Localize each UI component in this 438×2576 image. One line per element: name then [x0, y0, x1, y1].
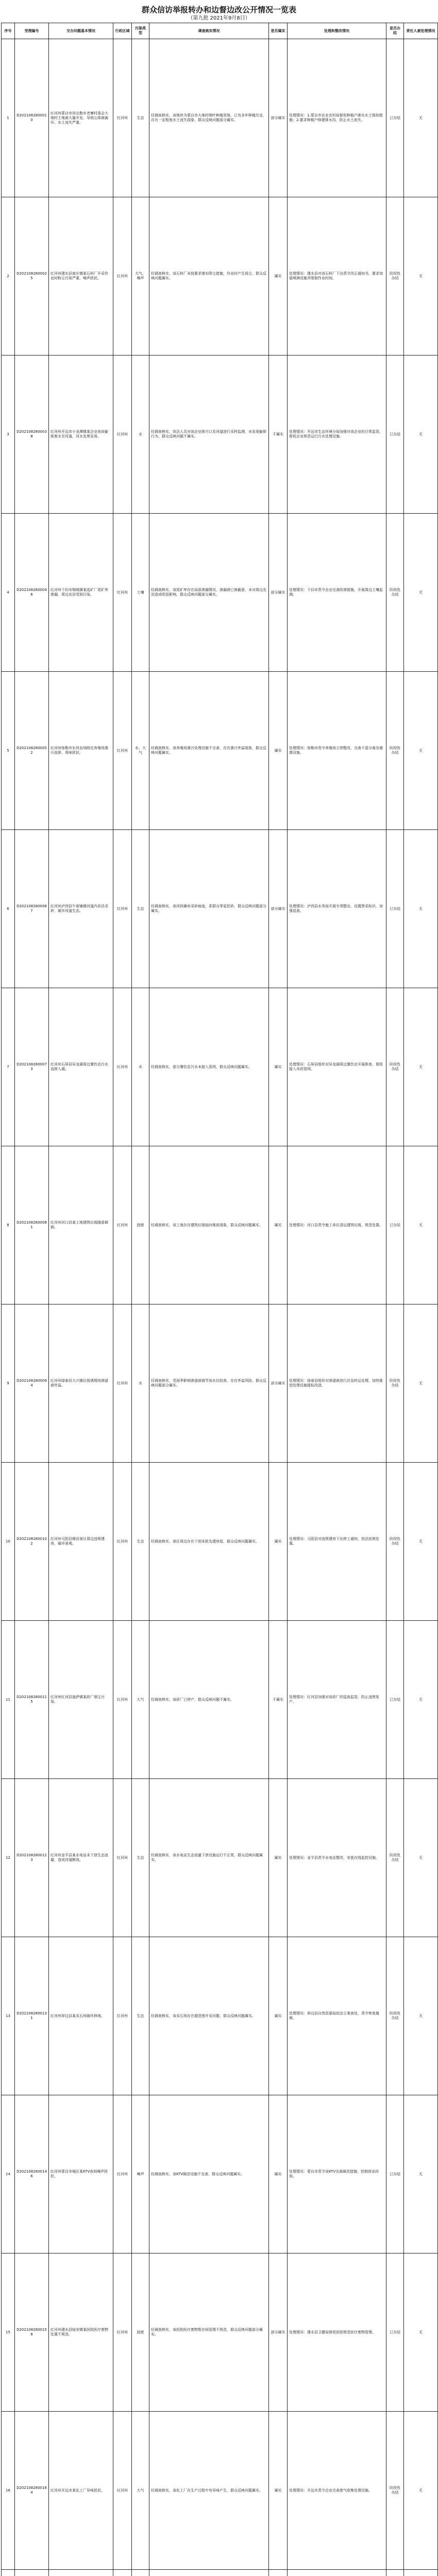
receipt-id-cell: D2021082800115 — [15, 1621, 49, 1779]
pollution-type-cell — [132, 2570, 149, 2576]
closure-status-cell: 阶段性办结 — [386, 514, 404, 672]
pollution-type-cell: 生态 — [132, 1463, 149, 1621]
header-cell: 是否办结 — [386, 23, 404, 39]
issue-summary-cell: 红河州红河县迤萨镇某砖厂烟尘污染。 — [49, 1621, 113, 1779]
closure-status-cell: 阶段性办结 — [386, 2412, 404, 2570]
verified-status-cell: 属实 — [269, 1146, 288, 1304]
region-cell: 红河州 — [113, 1937, 132, 2095]
verified-status-cell: 属实 — [269, 1937, 288, 2095]
receipt-id-cell: D2021082800038 — [15, 355, 49, 514]
pollution-type-cell: 生态 — [132, 1937, 149, 2095]
investigation-finding-cell: 经调查核实，该化工厂在生产过程中有异味产生，群众反映问题属实。 — [149, 2412, 269, 2570]
row-number-cell: 15 — [2, 2253, 15, 2412]
handling-status-cell: 处理情况：泸西县水务局开展专项整治，设置禁采标识，加强巡查。 — [288, 830, 386, 988]
accountability-cell: 无 — [404, 514, 438, 672]
region-cell: 红河州 — [113, 2095, 132, 2253]
verified-status-cell: 属实 — [269, 197, 288, 355]
pollution-type-cell: 水、大气 — [132, 672, 149, 830]
handling-status-cell: 处理情况：石屏县组织对异龙湖周边餐饮店开展排查，督促接入市政管网。 — [288, 988, 386, 1146]
region-cell — [113, 2570, 132, 2576]
row-number-cell: 6 — [2, 830, 15, 988]
investigation-finding-cell: 经调查核实，执法人员对该企业排污口及河道进行采样监测，未发现偷排行为，群众反映问题不属实。 — [149, 355, 269, 514]
handling-status-cell: 处理情况：建水县对该石料厂下达责令改正通知书，要求加装喷淋设施并限制作业时间。 — [288, 197, 386, 355]
handling-status-cell: 处理情况：1.蒙自市农业农村局督促种植户落实水土保持措施；2.要求种植户修建排水沟，防止水土流失。 — [288, 39, 386, 197]
issue-summary-cell: 红河州石屏县异龙湖周边餐饮店污水直排入湖。 — [49, 988, 113, 1146]
pollution-type-cell: 大气 — [132, 1621, 149, 1779]
row-number-cell: 11 — [2, 1621, 15, 1779]
issue-summary-cell: 红河州开远市某化工厂异味扰民。 — [49, 2412, 113, 2570]
verified-status-cell: 不属实 — [269, 1621, 288, 1779]
receipt-id-cell: D2021082800102 — [15, 1463, 49, 1621]
investigation-finding-cell: 经调查核实，该水电站生态流量下泄设施运行不正常，群众反映问题属实。 — [149, 1779, 269, 1937]
receipt-id-cell: D2021082800025 — [15, 197, 49, 355]
handling-status-cell: 处理情况：河口县责令施工单位清运建筑垃圾，规范处置。 — [288, 1146, 386, 1304]
row-number-cell: 9 — [2, 1304, 15, 1463]
issue-summary-cell: 红河州蒙自市西北勒乡老寨村委会大地村土地被大量开发，导致山体被破坏、水土流失严重。 — [49, 39, 113, 197]
region-cell: 红河州 — [113, 39, 132, 197]
receipt-id-cell: D2021082800123 — [15, 1779, 49, 1937]
issue-summary-cell: 红河州金平县某水电站未下泄生态流量，造成河道断流。 — [49, 1779, 113, 1937]
issue-summary-cell: 红河州建水县临安镇某医院医疗废物处置不规范。 — [49, 2253, 113, 2412]
table-header-row — [2, 23, 438, 39]
investigation-finding-cell: 经调查核实，该养殖场粪污处理设施不完善，存在粪污外溢现象，群众反映问题属实。 — [149, 672, 269, 830]
pollution-type-cell: 水 — [132, 1304, 149, 1463]
verified-status-cell: 属实 — [269, 2412, 288, 2570]
pollution-type-cell: 大气 — [132, 2412, 149, 2570]
closure-status-cell: 已办结 — [386, 2095, 404, 2253]
issue-summary-cell: 红河州绿春县大兴镇垃圾填埋场渗滤液外溢。 — [49, 1304, 113, 1463]
issue-summary-cell: 红河州河口县某工地建筑垃圾随意倾倒。 — [49, 1146, 113, 1304]
handling-status-cell: 处理情况：绿春县组织对渗滤液进行应急转运处理，加快推进处理设施提标改造。 — [288, 1304, 386, 1463]
closure-status-cell: 阶段性办结 — [386, 197, 404, 355]
table-row — [2, 514, 438, 672]
accountability-cell: 无 — [404, 1463, 438, 1621]
issue-summary-cell: 红河州弥勒市东风农场附近养殖场粪污直排，臭味扰民。 — [49, 672, 113, 830]
verified-status-cell: 属实 — [269, 1779, 288, 1937]
handling-status-cell: 处理情况：蒙自市责令该KTV完善隔音措施，控制营业时间。 — [288, 2095, 386, 2253]
row-number-cell: 8 — [2, 1146, 15, 1304]
row-number-cell: 16 — [2, 2412, 15, 2570]
table-row — [2, 2570, 438, 2576]
header-cell: 行政区域 — [113, 23, 132, 39]
issue-summary-cell: 红河州元阳县梯田景区周边违规建房，破坏景观。 — [49, 1463, 113, 1621]
region-cell: 红河州 — [113, 514, 132, 672]
row-number-cell: 13 — [2, 1937, 15, 2095]
closure-status-cell: 阶段性办结 — [386, 672, 404, 830]
accountability-cell: 无 — [404, 197, 438, 355]
table-row — [2, 1937, 438, 2095]
table-row — [2, 355, 438, 514]
issue-summary-cell: 红河州个旧市锡城镇某选矿厂尾矿库渗漏，周边农田受到污染。 — [49, 514, 113, 672]
accountability-cell: 无 — [404, 672, 438, 830]
issue-summary-cell: 红河州开远市小龙潭镇某企业夜间偷排废水至河道，河水发黑发臭。 — [49, 355, 113, 514]
pollution-type-cell: 生态 — [132, 39, 149, 197]
issue-summary-cell: 红河州泸西县午街铺镇河道内非法采砂，破坏河道生态。 — [49, 830, 113, 988]
verified-status-cell: 属实 — [269, 988, 288, 1146]
document-subtitle: （第九批 2021年9月8日） — [188, 15, 250, 21]
closure-status-cell: 阶段性办结 — [386, 1779, 404, 1937]
investigation-finding-cell: 经调查核实，该尾矿库存在局部渗漏情况，渗漏液已被截留，未对周边农田造成明显影响，群众反映问题部分属实。 — [149, 514, 269, 672]
region-cell: 红河州 — [113, 2412, 132, 2570]
receipt-id-cell: D2021082800081 — [15, 1146, 49, 1304]
investigation-finding-cell: 经调查核实，该砖厂已停产，群众反映问题不属实。 — [149, 1621, 269, 1779]
verified-status-cell: 属实 — [269, 672, 288, 830]
accountability-cell: 无 — [404, 2412, 438, 2570]
handling-status-cell: 处理情况：个旧市责令企业完善防渗措施，开展周边土壤监测。 — [288, 514, 386, 672]
handling-status-cell: 处理情况：开远市生态环境分局加强对该企业的日常监管，督促企业规范运行污水处理设施。 — [288, 355, 386, 514]
accountability-cell: 无 — [404, 1621, 438, 1779]
investigation-finding-cell: 经调查核实，该医院医疗废物暂存间管理不规范，群众反映问题部分属实。 — [149, 2253, 269, 2412]
receipt-id-cell: D2021082800052 — [15, 672, 49, 830]
investigation-finding-cell: 经调查核实，该KTV隔音设施不完善，群众反映问题属实。 — [149, 2095, 269, 2253]
investigation-finding-cell: 经调查核实，景区周边存在个别未批先建房屋，群众反映问题属实。 — [149, 1463, 269, 1621]
accountability-cell — [404, 2570, 438, 2576]
investigation-finding-cell: 经调查核实，该河段确有采砂痕迹，系群众零星挖砂，群众反映问题部分属实。 — [149, 830, 269, 988]
pollution-type-cell: 噪声 — [132, 2095, 149, 2253]
receipt-id-cell: D2021082800131 — [15, 1937, 49, 2095]
handling-status-cell: 处理情况：红河县加强对该砖厂的巡查监管，防止违规复产。 — [288, 1621, 386, 1779]
handling-status-cell: 处理情况：建水县卫健局督促医院规范医疗废物管理。 — [288, 2253, 386, 2412]
row-number-cell: 1 — [2, 39, 15, 197]
accountability-cell: 无 — [404, 1937, 438, 2095]
header-cell: 污染类型 — [132, 23, 149, 39]
closure-status-cell — [386, 2570, 404, 2576]
table-row — [2, 988, 438, 1146]
handling-status-cell: 处理情况：弥勒市责令养殖场立即整改，完善干湿分离及储粪设施。 — [288, 672, 386, 830]
table-row — [2, 197, 438, 355]
receipt-id-cell: D2021082800146 — [15, 2095, 49, 2253]
row-number-cell: 10 — [2, 1463, 15, 1621]
closure-status-cell: 阶段性办结 — [386, 988, 404, 1146]
accountability-cell: 无 — [404, 988, 438, 1146]
accountability-cell: 无 — [404, 1146, 438, 1304]
region-cell: 红河州 — [113, 1779, 132, 1937]
investigation-finding-cell: 经调查核实，该石料厂未按要求落实降尘措施，作业时产生扬尘，群众反映问题属实。 — [149, 197, 269, 355]
table-row — [2, 39, 438, 197]
pollution-type-cell: 固废 — [132, 1146, 149, 1304]
row-number-cell: 2 — [2, 197, 15, 355]
verified-status-cell: 不属实 — [269, 355, 288, 514]
pollution-type-cell: 生态 — [132, 830, 149, 988]
investigation-finding-cell: 经调查核实，该工地存在建筑垃圾临时堆放现象，群众反映问题属实。 — [149, 1146, 269, 1304]
closure-status-cell: 阶段性办结 — [386, 1937, 404, 2095]
table-row — [2, 2095, 438, 2253]
pollution-type-cell: 固废 — [132, 2253, 149, 2412]
row-number-cell: 5 — [2, 672, 15, 830]
table-row — [2, 672, 438, 830]
receipt-id-cell: D2021082800073 — [15, 988, 49, 1146]
investigation-finding-cell: 经调查核实，部分餐饮店污水未接入管网，群众反映问题属实。 — [149, 988, 269, 1146]
investigation-finding-cell: 经调查核实，该采石场存在超范围开采问题，群众反映问题属实。 — [149, 1937, 269, 2095]
region-cell: 红河州 — [113, 1463, 132, 1621]
handling-status-cell — [288, 2570, 386, 2576]
header-cell: 处理和整改情况 — [288, 23, 386, 39]
handling-status-cell: 处理情况：开远市责令企业完善废气收集处理设施。 — [288, 2412, 386, 2570]
issue-summary-cell: 红河州蒙自市城区某KTV夜间噪声扰民。 — [49, 2095, 113, 2253]
pollution-type-cell: 大气、噪声 — [132, 197, 149, 355]
table-row — [2, 1463, 438, 1621]
verified-status-cell — [269, 2570, 288, 2576]
accountability-cell: 无 — [404, 39, 438, 197]
table-row — [2, 2253, 438, 2412]
closure-status-cell: 阶段性办结 — [386, 1304, 404, 1463]
closure-status-cell: 已办结 — [386, 355, 404, 514]
closure-status-cell: 阶段性办结 — [386, 1463, 404, 1621]
issue-summary-cell — [49, 2570, 113, 2576]
issue-summary-cell: 红河州屏边县某采石场破坏林地。 — [49, 1937, 113, 2095]
verified-status-cell: 部分属实 — [269, 1304, 288, 1463]
verified-status-cell: 部分属实 — [269, 2253, 288, 2412]
table-row — [2, 830, 438, 988]
verified-status-cell: 部分属实 — [269, 39, 288, 197]
closure-status-cell: 已办结 — [386, 39, 404, 197]
handling-status-cell: 处理情况：元阳县对违规建房下达停工通知，依法依规处置。 — [288, 1463, 386, 1621]
investigation-finding-cell — [149, 2570, 269, 2576]
accountability-cell: 无 — [404, 2253, 438, 2412]
verified-status-cell: 部分属实 — [269, 830, 288, 988]
closure-status-cell: 已办结 — [386, 1146, 404, 1304]
region-cell: 红河州 — [113, 830, 132, 988]
region-cell: 红河州 — [113, 988, 132, 1146]
row-number-cell: 3 — [2, 355, 15, 514]
header-cell: 交办问题基本情况 — [49, 23, 113, 39]
receipt-id-cell: D2021082800010 — [15, 39, 49, 197]
complaints-table — [1, 23, 438, 2576]
investigation-finding-cell: 经调查核实，该地块为蒙自市大地村烟叶种植用地，已有多年种植历史，存在一定程度水土流失现象，群众反映问题部分属实。 — [149, 39, 269, 197]
document-title: 群众信访举报转办和边督边改公开情况一览表 — [141, 5, 296, 14]
accountability-cell: 无 — [404, 1304, 438, 1463]
row-number-cell: 14 — [2, 2095, 15, 2253]
accountability-cell: 无 — [404, 1779, 438, 1937]
table-row — [2, 2412, 438, 2570]
receipt-id-cell: D2021082800164 — [15, 2412, 49, 2570]
investigation-finding-cell: 经调查核实，受雨季影响渗滤液调节池水位较高，存在外溢风险，群众反映问题部分属实。 — [149, 1304, 269, 1463]
row-number-cell — [2, 2570, 15, 2576]
accountability-cell: 无 — [404, 355, 438, 514]
region-cell: 红河州 — [113, 1304, 132, 1463]
header-cell: 调查核实情况 — [149, 23, 269, 39]
table-row — [2, 1779, 438, 1937]
row-number-cell: 12 — [2, 1779, 15, 1937]
region-cell: 红河州 — [113, 197, 132, 355]
verified-status-cell: 属实 — [269, 2095, 288, 2253]
region-cell: 红河州 — [113, 355, 132, 514]
issue-summary-cell: 红河州建水县南庄镇某石料厂开采作业时粉尘污染严重，噪声扰民。 — [49, 197, 113, 355]
receipt-id-cell: D2021082800094 — [15, 1304, 49, 1463]
header-cell: 责任人被处理情况 — [404, 23, 438, 39]
accountability-cell: 无 — [404, 830, 438, 988]
receipt-id-cell: D2021082800158 — [15, 2253, 49, 2412]
handling-status-cell: 处理情况：金平县责令水电站整改，安装在线监控设施。 — [288, 1779, 386, 1937]
pollution-type-cell: 水 — [132, 355, 149, 514]
region-cell: 红河州 — [113, 1621, 132, 1779]
table-row — [2, 1304, 438, 1463]
header-cell: 是否属实 — [269, 23, 288, 39]
header-cell: 序号 — [2, 23, 15, 39]
closure-status-cell: 已办结 — [386, 830, 404, 988]
accountability-cell: 无 — [404, 2095, 438, 2253]
receipt-id-cell — [15, 2570, 49, 2576]
table-row — [2, 1621, 438, 1779]
region-cell: 红河州 — [113, 1146, 132, 1304]
pollution-type-cell: 土壤 — [132, 514, 149, 672]
handling-status-cell: 处理情况：屏边县自然资源局依法立案查处，责令恢复植被。 — [288, 1937, 386, 2095]
region-cell: 红河州 — [113, 2253, 132, 2412]
pollution-type-cell: 生态 — [132, 1779, 149, 1937]
table-body — [2, 39, 438, 2576]
verified-status-cell: 属实 — [269, 1463, 288, 1621]
header-cell: 受理编号 — [15, 23, 49, 39]
row-number-cell: 4 — [2, 514, 15, 672]
closure-status-cell: 已办结 — [386, 2253, 404, 2412]
table-row — [2, 1146, 438, 1304]
verified-status-cell: 部分属实 — [269, 514, 288, 672]
closure-status-cell: 已办结 — [386, 1621, 404, 1779]
receipt-id-cell: D2021082800046 — [15, 514, 49, 672]
pollution-type-cell: 水 — [132, 988, 149, 1146]
receipt-id-cell: D2021082800067 — [15, 830, 49, 988]
region-cell: 红河州 — [113, 672, 132, 830]
row-number-cell: 7 — [2, 988, 15, 1146]
